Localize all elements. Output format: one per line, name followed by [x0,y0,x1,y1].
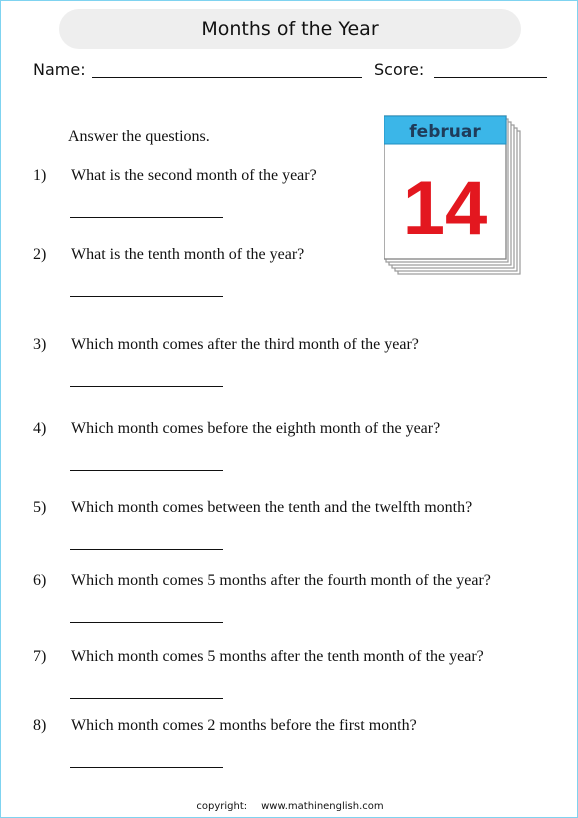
copyright-footer [1,801,578,812]
answer-line[interactable] [70,217,223,218]
question-number: 6) [33,572,47,589]
question-text: Which month comes 2 months before the first month? [71,717,417,734]
question-number: 5) [33,499,47,516]
question-number: 2) [33,246,47,263]
question-text: Which month comes after the third month of the year? [71,336,419,353]
name-score-row [33,60,553,84]
question-number: 4) [33,420,47,437]
copyright-label: copyright: [196,801,248,812]
question-number: 7) [33,648,47,665]
question-number: 3) [33,336,47,353]
score-answer-line[interactable] [434,77,547,78]
answer-line[interactable] [70,296,223,297]
answer-line[interactable] [70,622,223,623]
answer-line[interactable] [70,386,223,387]
name-label: Name: [33,60,86,79]
instruction-text: Answer the questions. [68,128,210,145]
question-text: Which month comes before the eighth month of the year? [71,420,441,437]
question-number: 8) [33,717,47,734]
answer-line[interactable] [70,549,223,550]
question-text: What is the second month of the year? [71,167,317,184]
answer-line[interactable] [70,767,223,768]
worksheet-title: Months of the Year [59,9,521,49]
calendar-icon [384,114,524,279]
calendar-month-label: februar [409,122,481,142]
question-text: Which month comes between the tenth and the twelfth month? [71,499,473,516]
question-text: Which month comes 5 months after the fourth month of the year? [71,572,491,589]
question-text: What is the tenth month of the year? [71,246,305,263]
answer-line[interactable] [70,470,223,471]
question-text: Which month comes 5 months after the tenth month of the year? [71,648,484,665]
name-answer-line[interactable] [92,77,362,78]
copyright-site: www.mathinenglish.com [261,801,384,812]
answer-line[interactable] [70,698,223,699]
score-label: Score: [374,60,425,79]
calendar-day-number: 14 [402,166,488,251]
question-number: 1) [33,167,47,184]
